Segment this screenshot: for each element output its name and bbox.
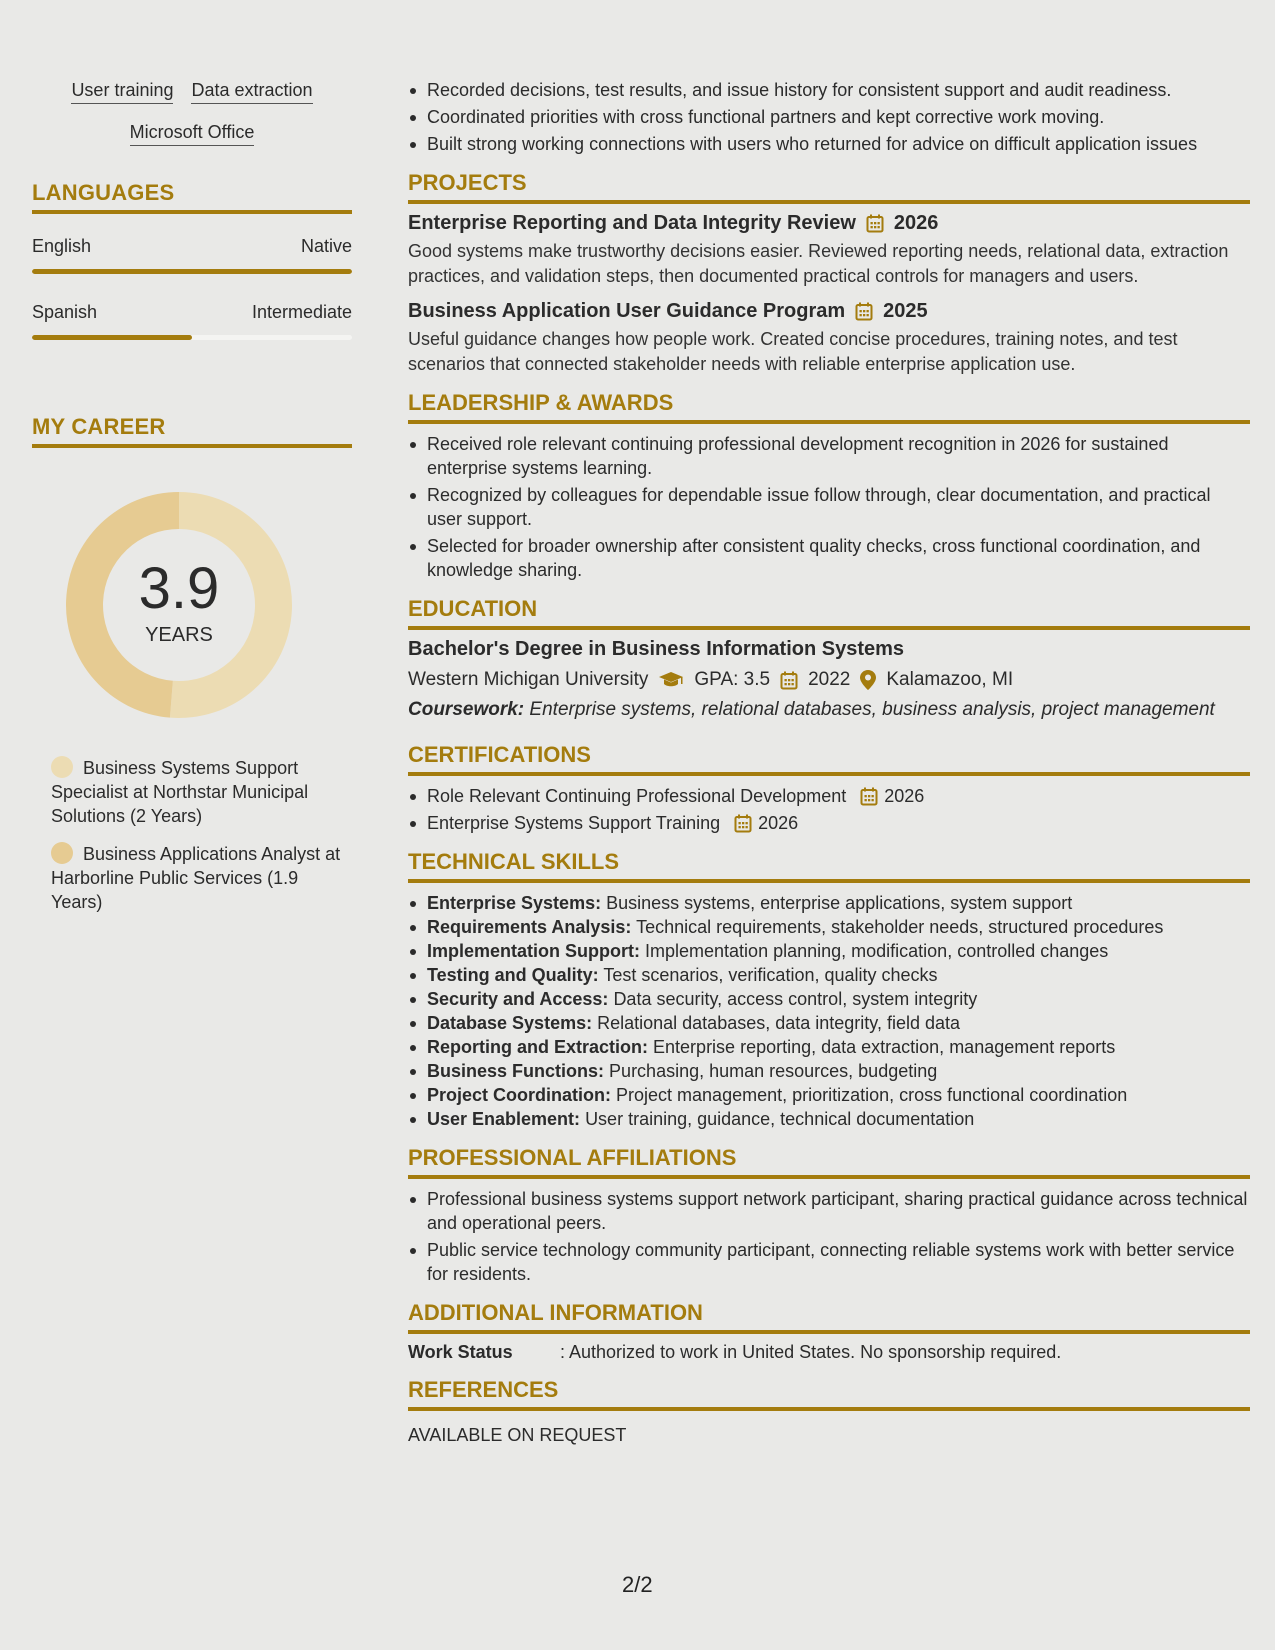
skill-value: Technical requirements, stakeholder needs, structured procedures: [636, 917, 1164, 937]
work-status-value: : Authorized to work in United States. No sponsorship required.: [560, 1342, 1062, 1362]
right-column: [408, 78, 1250, 1446]
list-item: Professional business systems support network participant, sharing practical guidance across technical and operational peers.: [408, 1187, 1250, 1235]
project-name: Business Application User Guidance Program: [408, 300, 846, 322]
list-item: Selected for broader ownership after consistent quality checks, cross functional coordination, and knowledge sharing.: [408, 534, 1250, 582]
skill-chips: [32, 80, 352, 146]
skill-label: User Enablement:: [427, 1109, 581, 1129]
coursework: [408, 697, 1250, 722]
list-item: [408, 811, 1250, 835]
work-status-label: Work Status: [408, 1342, 513, 1362]
list-item: Recorded decisions, test results, and issue history for consistent support and audit readiness.: [408, 78, 1250, 102]
legend-dot: [51, 756, 73, 778]
skill-value: User training, guidance, technical documentation: [585, 1109, 975, 1129]
school-name: Western Michigan University: [408, 669, 649, 690]
skill-label: Database Systems:: [427, 1013, 593, 1033]
calendar-icon: [860, 787, 878, 806]
experience-bullets: [408, 78, 1250, 156]
list-item: [408, 1083, 1250, 1107]
graduation-cap-icon: [658, 671, 684, 689]
calendar-icon: [855, 302, 873, 321]
skill-chip: User training: [71, 80, 173, 104]
certification-year: 2026: [758, 813, 799, 833]
legend-text: Business Systems Support Specialist at Northstar Municipal Solutions (2 Years): [51, 758, 309, 826]
projects-heading: PROJECTS: [408, 170, 1250, 204]
technical-skills-list: [408, 891, 1250, 1131]
calendar-icon: [866, 214, 884, 233]
skill-value: Enterprise reporting, data extraction, management reports: [653, 1037, 1116, 1057]
list-item: [408, 915, 1250, 939]
skill-value: Implementation planning, modification, controlled changes: [645, 941, 1109, 961]
school-location: Kalamazoo, MI: [886, 669, 1014, 690]
calendar-icon: [734, 814, 752, 833]
calendar-icon: [780, 671, 798, 690]
skill-value: Test scenarios, verification, quality checks: [603, 965, 938, 985]
affiliations-list: [408, 1187, 1250, 1286]
skill-label: Requirements Analysis:: [427, 917, 632, 937]
certification-name: Role Relevant Continuing Professional Development: [427, 786, 847, 806]
project-name: Enterprise Reporting and Data Integrity Review: [408, 212, 856, 234]
leadership-heading: LEADERSHIP & AWARDS: [408, 390, 1250, 424]
language-name: Spanish: [32, 302, 98, 322]
skill-chip: Microsoft Office: [130, 122, 255, 146]
language-level: Native: [300, 236, 352, 256]
language-english: [32, 236, 352, 274]
skill-value: Project management, prioritization, cross functional coordination: [616, 1085, 1128, 1105]
career-total-years: 3.9: [138, 555, 220, 621]
language-bar-fill: [32, 335, 192, 340]
legend-dot: [51, 842, 73, 864]
additional-info-heading: ADDITIONAL INFORMATION: [408, 1300, 1250, 1334]
legend-item: [51, 842, 341, 914]
references-text: AVAILABLE ON REQUEST: [408, 1425, 627, 1445]
affiliations-heading: PROFESSIONAL AFFILIATIONS: [408, 1145, 1250, 1179]
skill-chip: Data extraction: [191, 80, 312, 104]
list-item: [408, 891, 1250, 915]
references-heading: REFERENCES: [408, 1377, 1250, 1411]
certifications-list: [408, 784, 1250, 835]
gpa: GPA: 3.5: [694, 669, 771, 690]
graduation-year: 2022: [808, 669, 851, 690]
project-description: Useful guidance changes how people work. Created concise procedures, training notes, and test scenarios that connected stakeholder needs with reliable enterprise application use.: [408, 329, 1178, 374]
languages-heading: LANGUAGES: [32, 180, 352, 214]
education-heading: EDUCATION: [408, 596, 1250, 630]
certification-year: 2026: [884, 786, 925, 806]
map-pin-icon: [860, 670, 876, 690]
project-item: [408, 212, 1250, 288]
page-number: 2/2: [622, 1572, 653, 1597]
list-item: Public service technology community participant, connecting reliable systems work with better service for residents.: [408, 1238, 1250, 1286]
language-level: Intermediate: [251, 302, 352, 322]
skill-value: Purchasing, human resources, budgeting: [609, 1061, 938, 1081]
career-heading: MY CAREER: [32, 414, 352, 448]
leadership-list: [408, 432, 1250, 582]
career-unit: YEARS: [145, 623, 213, 646]
skill-label: Testing and Quality:: [427, 965, 599, 985]
legend-item: [51, 756, 341, 828]
skill-value: Relational databases, data integrity, field data: [597, 1013, 961, 1033]
list-item: [408, 1107, 1250, 1131]
list-item: Recognized by colleagues for dependable issue follow through, clear documentation, and practical user support.: [408, 483, 1250, 531]
project-year: 2026: [893, 212, 939, 234]
career-donut-chart: [64, 490, 294, 720]
language-spanish: [32, 302, 352, 340]
degree-title: Bachelor's Degree in Business Information Systems: [408, 638, 905, 660]
skill-value: Business systems, enterprise applications, system support: [606, 893, 1073, 913]
project-description: Good systems make trustworthy decisions easier. Reviewed reporting needs, relational data, extraction practices, and validation steps, then documented practical controls for managers and users.: [408, 241, 1229, 286]
skill-label: Security and Access:: [427, 989, 609, 1009]
skill-label: Reporting and Extraction:: [427, 1037, 649, 1057]
list-item: [408, 1035, 1250, 1059]
technical-skills-heading: TECHNICAL SKILLS: [408, 849, 1250, 883]
list-item: [408, 939, 1250, 963]
list-item: [408, 963, 1250, 987]
skill-value: Data security, access control, system integrity: [613, 989, 978, 1009]
language-bar-fill: [32, 269, 352, 274]
legend-text: Business Applications Analyst at Harborline Public Services (1.9 Years): [51, 844, 341, 912]
list-item: [408, 1011, 1250, 1035]
list-item: [408, 987, 1250, 1011]
skill-label: Business Functions:: [427, 1061, 605, 1081]
certification-name: Enterprise Systems Support Training: [427, 813, 721, 833]
list-item: [408, 1059, 1250, 1083]
education-meta: [408, 669, 1250, 691]
left-column: [32, 80, 352, 928]
list-item: [408, 784, 1250, 808]
list-item: Coordinated priorities with cross functional partners and kept corrective work moving.: [408, 105, 1250, 129]
skill-label: Project Coordination:: [427, 1085, 611, 1105]
coursework-label: Coursework:: [408, 699, 525, 720]
project-item: [408, 300, 1250, 376]
certifications-heading: CERTIFICATIONS: [408, 742, 1250, 776]
list-item: Received role relevant continuing professional development recognition in 2026 for sustained enterprise systems learning.: [408, 432, 1250, 480]
language-bar: [32, 269, 352, 274]
coursework-text: Enterprise systems, relational databases, business analysis, project management: [529, 699, 1215, 720]
language-name: English: [32, 236, 92, 256]
list-item: Built strong working connections with users who returned for advice on difficult application issues: [408, 132, 1250, 156]
work-status-row: [408, 1342, 1250, 1363]
career-legend: [51, 756, 341, 914]
skill-label: Enterprise Systems:: [427, 893, 602, 913]
language-bar: [32, 335, 352, 340]
project-year: 2025: [883, 300, 928, 322]
skill-label: Implementation Support:: [427, 941, 640, 961]
